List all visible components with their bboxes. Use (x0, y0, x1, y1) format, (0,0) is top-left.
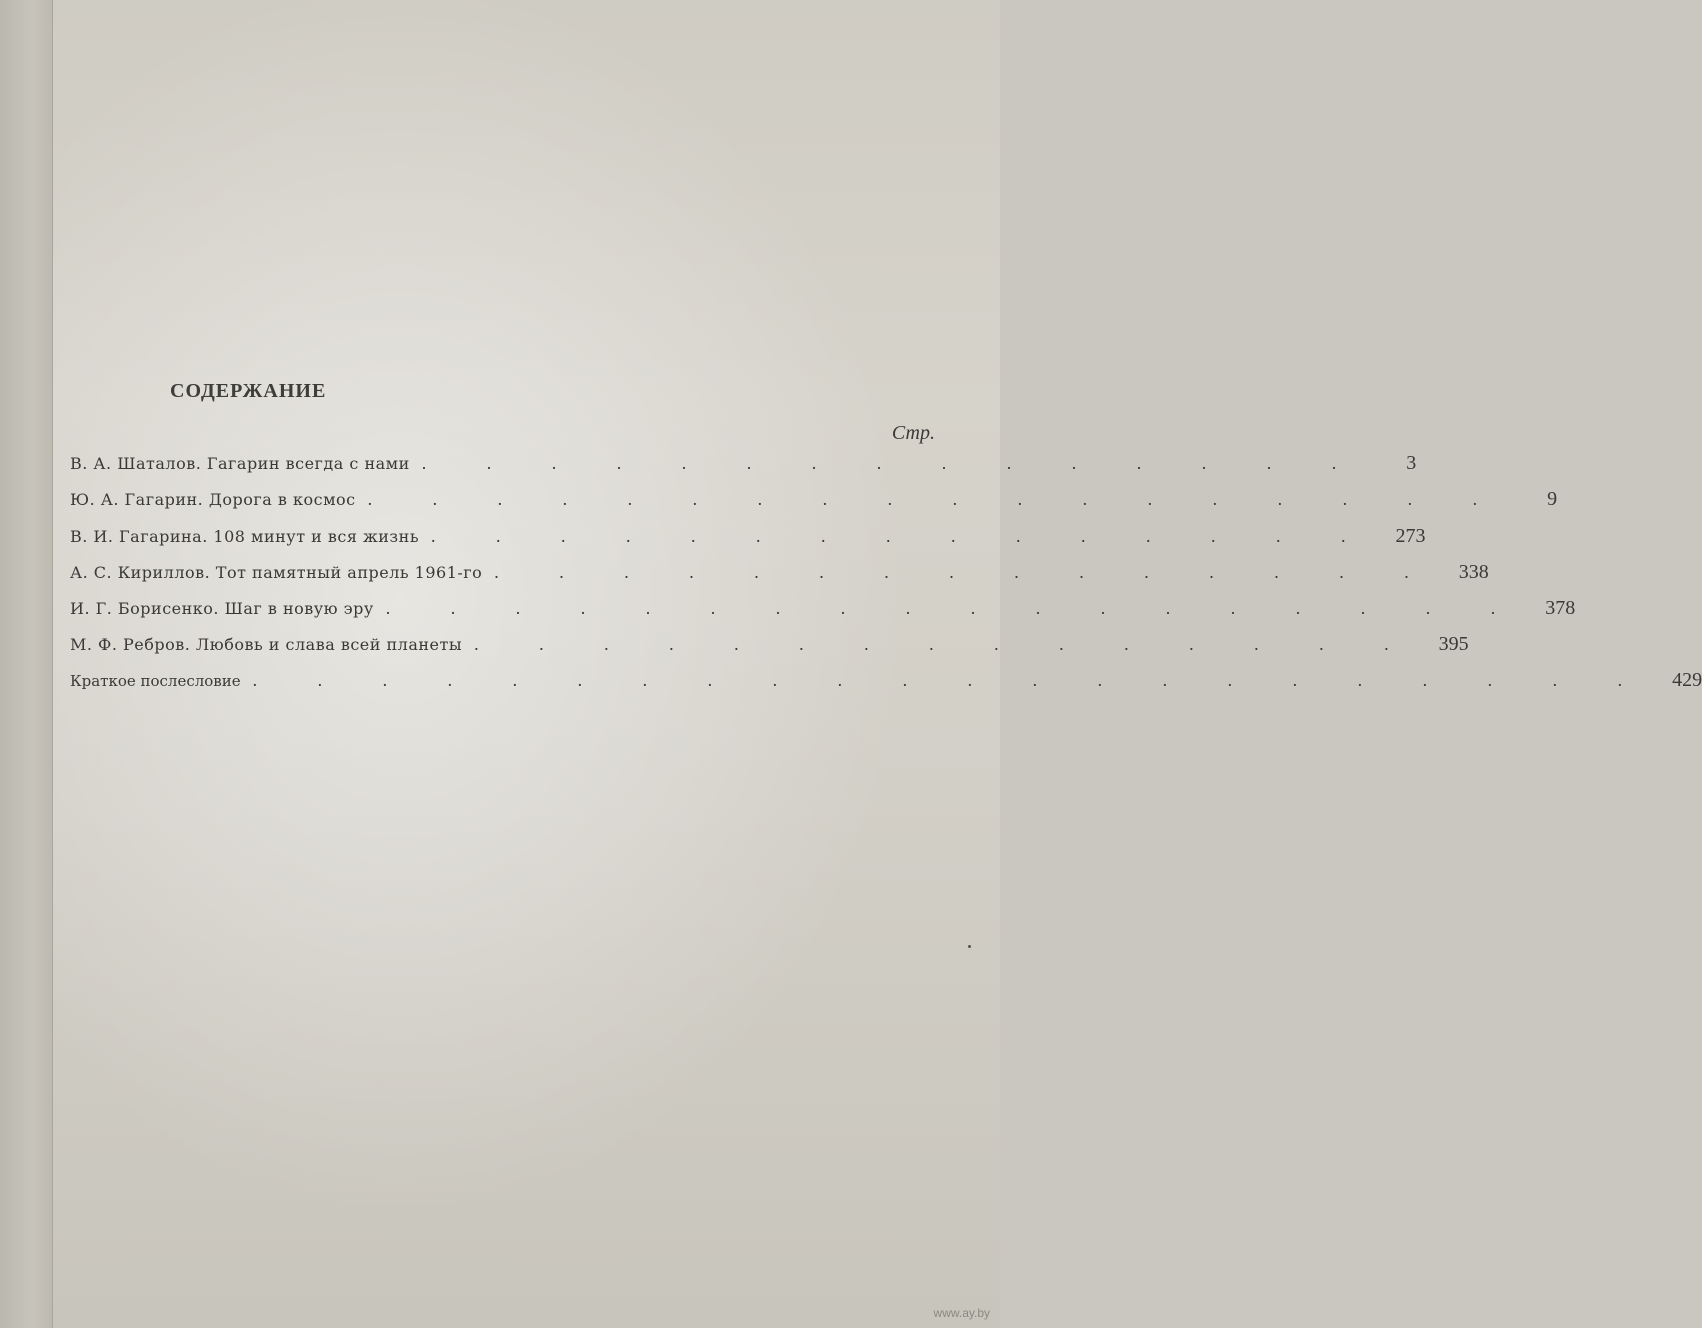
toc-entry (70, 452, 1417, 480)
toc-entry (70, 488, 1558, 516)
toc-entry-page: 378 (1545, 597, 1576, 619)
toc-entry-label: М. Ф. Ребров. Любовь и слава всей планеты (70, 635, 463, 654)
toc-entry-leader: . . . . . . . . . . . . . . . (421, 453, 1365, 473)
toc-entry-label: И. Г. Борисенко. Шаг в новую эру (70, 599, 374, 618)
toc-entry-page: 273 (1395, 525, 1426, 547)
toc-entry (70, 669, 1702, 697)
toc-entry (70, 633, 1469, 661)
toc-entry-label: А. С. Кириллов. Тот памятный апрель 1961-го (70, 563, 483, 582)
toc-entry-label: В. А. Шаталов. Гагарин всегда с нами (70, 454, 410, 473)
toc-entry-leader: . . . . . . . . . . . . . . . . . . (385, 598, 1524, 618)
toc-entry-page: 9 (1547, 488, 1558, 510)
toc-entry-leader: . . . . . . . . . . . . . . . (494, 562, 1437, 582)
toc-title: СОДЕРЖАНИЕ (170, 380, 327, 402)
previous-page-edge (0, 0, 53, 1328)
toc-entry-label: Краткое послесловие (70, 672, 241, 690)
toc-entry-leader: . . . . . . . . . . . . . . . (474, 634, 1417, 654)
toc-entry-leader: . . . . . . . . . . . . . . . . . . . . . . (252, 670, 1651, 690)
page-column-header: Стр. (891, 422, 935, 444)
toc-entry-label: В. И. Гагарина. 108 минут и вся жизнь (70, 527, 420, 546)
toc-entry (70, 525, 1426, 553)
toc-entry (70, 597, 1576, 625)
toc-entry-page: 338 (1458, 561, 1489, 583)
toc-entry-page: 429 (1672, 669, 1702, 691)
toc-entry-page: 3 (1406, 452, 1417, 474)
toc-entry-label: Ю. А. Гагарин. Дорога в космос (70, 490, 356, 509)
toc-entry (70, 561, 1489, 589)
toc-entry-leader: . . . . . . . . . . . . . . . (431, 526, 1374, 546)
toc-entry-page: 395 (1438, 633, 1469, 655)
paper-speck (968, 945, 971, 948)
toc-entry-leader: . . . . . . . . . . . . . . . . . . (367, 489, 1506, 509)
watermark: www.ay.by (933, 1306, 990, 1320)
